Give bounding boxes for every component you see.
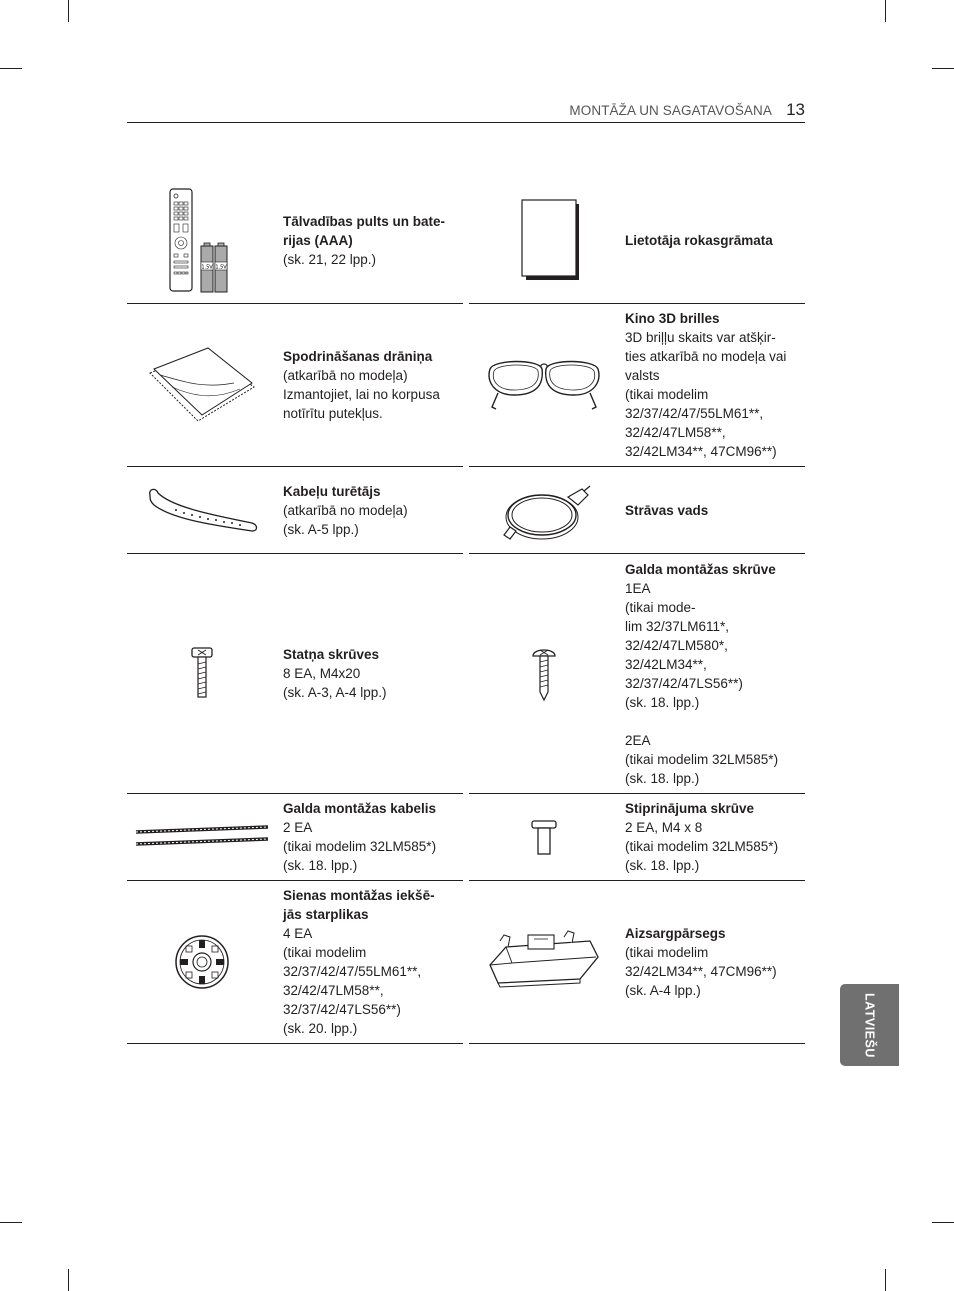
item-detail-line: (tikai modelim [625,387,709,402]
item-desk-mount-cable [127,794,463,881]
item-detail-line: (tikai modelim [625,945,709,960]
item-description [625,881,801,1043]
item-detail-line: (tikai modelim 32LM585*) [625,751,779,767]
glasses-icon [469,304,619,466]
item-detail-line [625,712,801,731]
power-cord-icon [469,467,619,553]
item-protection-cover [469,881,805,1044]
item-detail-line: 32/42/47LM58**, [625,425,726,440]
item-detail-line: valsts [625,368,660,383]
item-title-line: Kabeļu turētājs [283,483,381,499]
item-detail-line: 3D briļļu skaits var atšķir- [625,330,776,345]
language-label: LATVIEŠU [862,992,877,1058]
item-detail-line: (sk. 18. lpp.) [283,858,358,873]
item-description [283,467,459,553]
cloth-icon [127,304,277,466]
item-title-line: Spodrināšanas drāniņa [283,349,433,364]
item-detail-line: lim 32/37LM611*, [625,618,730,634]
item-description [625,467,801,553]
crop-mark [885,0,886,22]
item-description [625,178,801,303]
item-description [625,554,801,793]
item-detail-line: (sk. A-5 lpp.) [283,521,359,537]
item-detail-line: 2 EA [283,820,313,835]
item-stand-screws [127,554,463,794]
item-detail-line: 32/37/42/47/55LM61**, [283,964,422,979]
item-detail-line: 32/37/42/47LS56**) [625,675,743,691]
item-bracket-screw [469,794,805,881]
item-detail-line: 32/42LM34**, 47CM96**) [625,964,777,979]
screw-icon [469,554,619,793]
crop-mark [68,1269,69,1291]
item-detail-line: (sk. 21, 22 lpp.) [283,252,377,267]
item-detail-line: 8 EA, M4x20 [283,666,361,681]
screw-icon [469,794,619,880]
item-detail-line: notīrītu putekļus. [283,406,383,421]
spacer-icon [127,881,277,1043]
cable-icon [127,794,277,880]
item-title-line: Lietotāja rokasgrāmata [625,233,773,248]
item-description [625,794,801,880]
language-tab [840,984,899,1066]
item-detail-line: (sk. 18. lpp.) [625,694,700,710]
item-title-line: Kino 3D brilles [625,311,720,326]
item-detail-line: 32/37/42/47/55LM61**, [625,406,764,421]
item-detail-line: 2EA [625,732,651,748]
screw-icon [127,554,277,793]
item-title-line: jās starplikas [283,907,369,922]
crop-mark [0,68,22,69]
item-detail-line: Izmantojiet, lai no korpusa [283,387,440,402]
item-detail-line: (tikai mode- [625,599,696,615]
protection-cover-icon [469,881,619,1043]
item-detail-line: (sk. 20. lpp.) [283,1021,358,1036]
svg-text:1.5V: 1.5V [215,264,227,270]
section-title: MONTĀŽA UN SAGATAVOŠANA [569,103,772,118]
item-detail-line: ties atkarībā no modeļa vai [625,349,787,364]
item-title-line: Statņa skrūves [283,647,380,662]
item-title-line: Tālvadības pults un bate- [283,214,446,229]
item-detail-line: 32/42LM34**, 47CM96**) [625,444,777,459]
item-description [283,178,459,303]
remote-control-icon [127,178,277,303]
item-description [283,794,459,880]
item-wall-mount-spacers [127,881,463,1044]
item-description [625,304,801,466]
item-detail-line: (tikai modelim [283,945,367,960]
item-detail-line: (sk. A-4 lpp.) [625,983,701,998]
item-detail-line: (sk. 18. lpp.) [625,770,700,786]
crop-mark [0,1222,22,1223]
item-title-line: Sienas montāžas iekšē- [283,888,435,903]
item-detail-line: 32/42/47LM580*, [625,637,728,653]
crop-mark [68,0,69,22]
item-detail-line: 32/37/42/47LS56**) [283,1002,401,1017]
item-description [283,304,459,466]
item-detail-line: 32/42LM34**, [625,656,707,672]
item-cable-holder [127,467,463,554]
item-owners-manual [469,178,805,304]
item-title-line: Strāvas vads [625,502,709,518]
item-description [283,554,459,793]
item-title-line: Galda montāžas kabelis [283,801,437,816]
item-polishing-cloth [127,304,463,467]
item-remote-control [127,178,463,304]
item-detail-line: (atkarībā no modeļa) [283,502,408,518]
page-header [127,100,805,123]
item-title-line: Stiprinājuma skrūve [625,801,755,816]
item-detail-line: (atkarībā no modeļa) [283,368,408,383]
crop-mark [932,68,954,69]
item-detail-line: 2 EA, M4 x 8 [625,820,703,835]
item-title-line: Aizsargpārsegs [625,926,726,941]
crop-mark [885,1269,886,1291]
manual-icon [469,178,619,303]
item-detail-line: 32/42/47LM58**, [283,983,384,998]
item-description [283,881,459,1043]
crop-mark [932,1222,954,1223]
item-title-line: Galda montāžas skrūve [625,561,776,577]
item-detail-line: (sk. 18. lpp.) [625,858,700,873]
item-detail-line: (tikai modelim 32LM585*) [625,839,779,854]
item-title-line: rijas (AAA) [283,233,353,248]
page-number: 13 [786,100,805,119]
item-detail-line: 1EA [625,580,651,596]
cable-holder-icon [127,467,277,553]
item-detail-line: (sk. A-3, A-4 lpp.) [283,685,387,700]
item-detail-line: (tikai modelim 32LM585*) [283,839,437,854]
svg-text:1.5V: 1.5V [201,264,213,270]
item-3d-glasses [469,304,805,467]
item-detail-line: 4 EA [283,926,313,941]
item-desk-mount-screw [469,554,805,794]
item-power-cord [469,467,805,554]
